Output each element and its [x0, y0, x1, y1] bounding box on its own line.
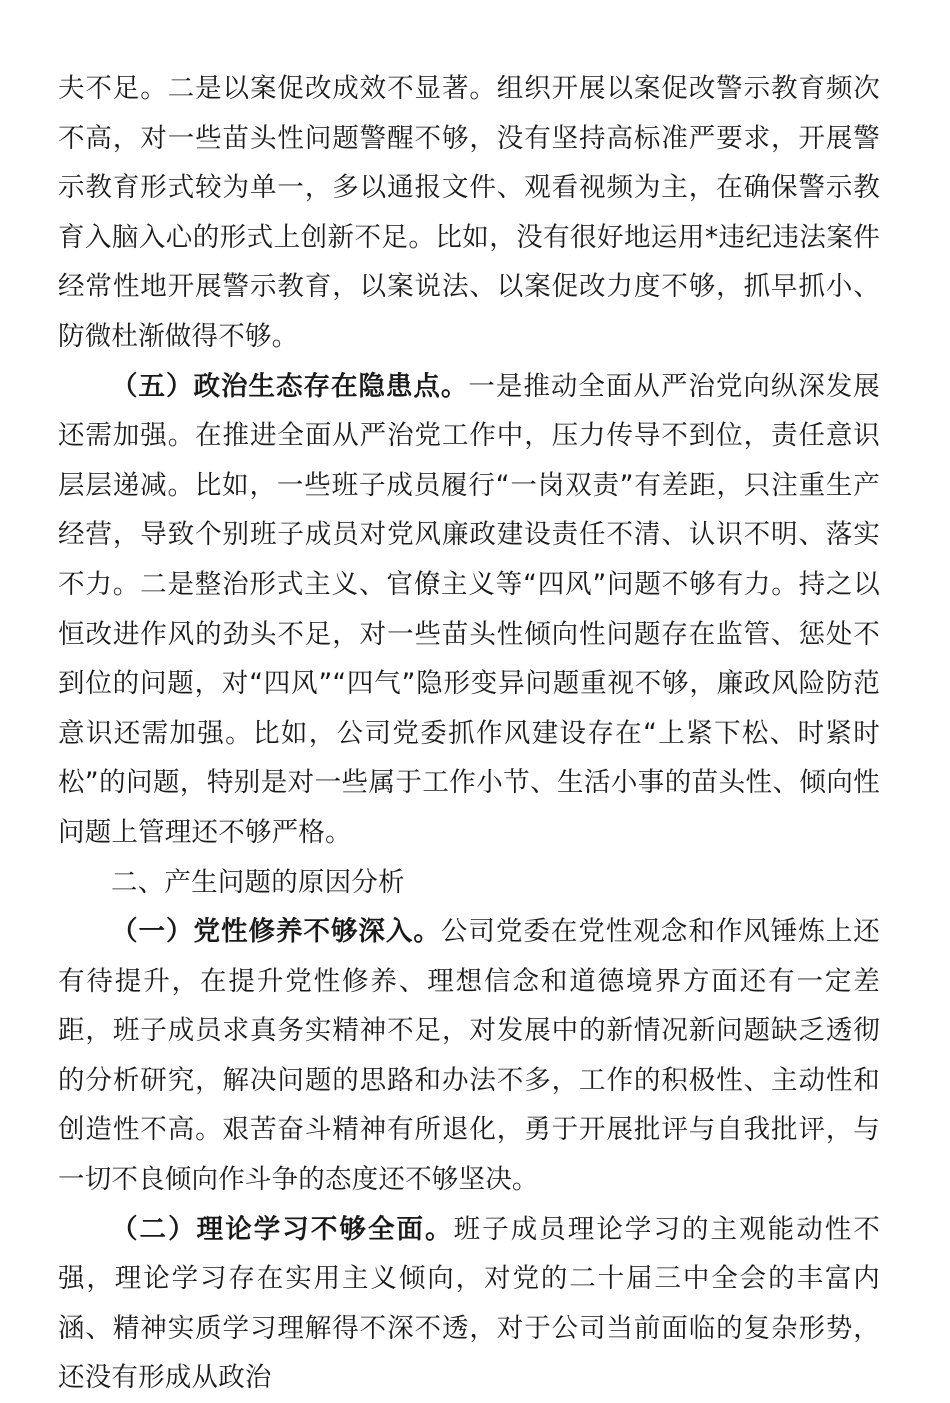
- subheading-five: （五）政治生态存在隐患点。: [111, 370, 469, 402]
- paragraph-body: 班子成员理论学习的主观能动性不强，理论学习存在实用主义倾向，对党的二十届三中全会的丰富内涵、精神实质学习理解得不深不透，对于公司当前面临的复杂形势，还没有形成从政治: [58, 1213, 881, 1394]
- paragraph-body: 公司党委在党性观念和作风锤炼上还有待提升，在提升党性修养、理想信念和道德境界方面还有一定差距，班子成员求真务实精神不足，对发展中的新情况新问题缺乏透彻的分析研究，解决问题的思路和办法不多，工作的积极性、主动性和创造性不高。艰苦奋斗精神有所退化，勇于开展批评与自我批评，与一切不良倾向作斗争的态度还不够坚决。: [58, 916, 881, 1196]
- paragraph-party-spirit: [58, 907, 880, 1205]
- section-title-cause-analysis: 二、产生问题的原因分析: [111, 866, 405, 898]
- subheading-one: （一）党性修养不够深入。: [111, 916, 441, 948]
- subheading-two: （二）理论学习不够全面。: [111, 1213, 454, 1245]
- paragraph-political-ecology: [58, 362, 880, 858]
- paragraph-continued: 夫不足。二是以案促改成效不显著。组织开展以案促改警示教育频次不高，对一些苗头性问题警醒不够，没有坚持高标准严要求，开展警示教育形式较为单一，多以通报文件、观看视频为主，在确保警示教育入脑入心的形式上创新不足。比如，没有很好地运用*违纪违法案件经常性地开展警示教育，以案说法、以案促改力度不够，抓早抓小、防微杜渐做得不够。: [58, 73, 880, 352]
- paragraph-theory-study: [58, 1205, 880, 1403]
- paragraph-body: 一是推动全面从严治党向纵深发展还需加强。在推进全面从严治党工作中，压力传导不到位，责任意识层层递减。比如，一些班子成员履行“一岗双责”有差距，只注重生产经营，导致个别班子成员对党风廉政建设责任不清、认识不明、落实不力。二是整治形式主义、官僚主义等“四风”问题不够有力。持之以恒改进作风的劲头不足，对一些苗头性倾向性问题存在监管、惩处不到位的问题，对“四风”“四气”隐形变异问题重视不够，廉政风险防范意识还需加强。比如，公司党委抓作风建设存在“上紧下松、时紧时松”的问题，特别是对一些属于工作小节、生活小事的苗头性、倾向性问题上管理还不够严格。: [58, 370, 880, 848]
